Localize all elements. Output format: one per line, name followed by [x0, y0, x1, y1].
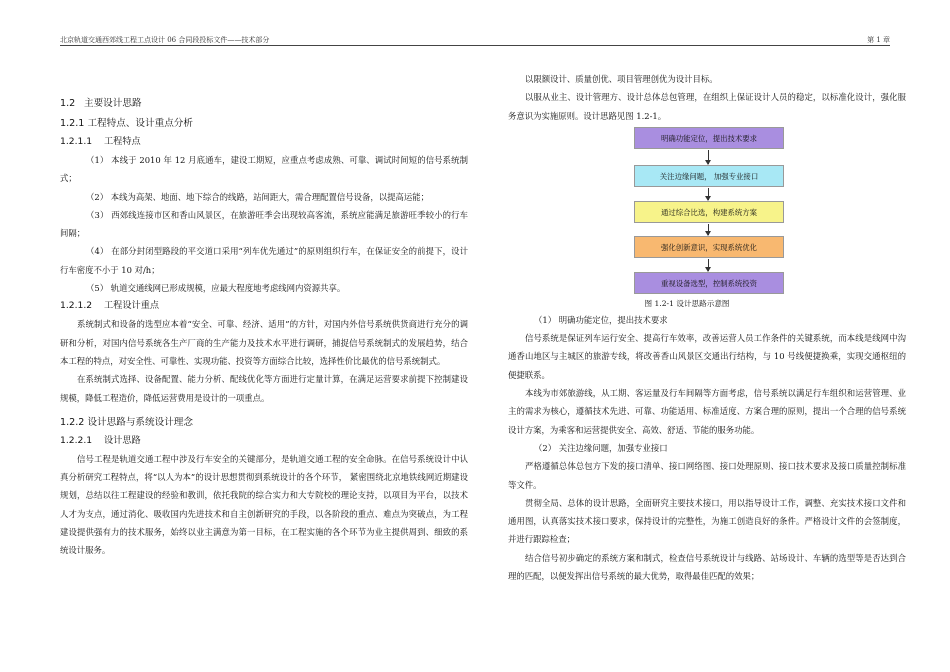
right-column — [508, 70, 906, 585]
heading-1-2-2: 1.2.2 设计思路与系统设计理念 — [60, 416, 193, 428]
paragraph-item-5: （5） 轨道交通线网已形成规模，应最大程度地考虑线网内资源共享。 — [86, 283, 346, 294]
paragraph-signal-system: 信号系统是保证列车运行安全、提高行车效率，改善运营人员工作条件的关键系统，而本线是线网中沟通香山地区与主城区的旅游专线，将改善香山风景区交通出行结构，与 10 号线便捷换乘，实现交通枢纽的便捷联系。 — [508, 333, 906, 380]
flow-box-equipment: 重视设备选型，控制系统投资 — [634, 272, 784, 294]
flow-box-innovation: 强化创新意识，实现系统优化 — [634, 236, 784, 258]
paragraph-item-3: （3） 西郊线连接市区和香山风景区，在旅游旺季会出现较高客流，系统应能满足旅游旺季较小的行车间隔； — [60, 209, 468, 239]
header-document-title: 北京轨道交通西郊线工程工点设计 06 合同段投标文件——技术部分 — [60, 36, 270, 44]
paragraph-design-approach: 信号工程是轨道交通工程中涉及行车安全的关键部分，是轨道交通工程的安全命脉。在信号系统设计中认真分析研究工程特点，将“以人为本”的设计思想贯彻到系统设计的各个环节， 紧密围绕北京地铁线网近期建设规划，总结以往工程建设的经验和教训，依托我院的综合实力和大专院校的理论支持，以项目为平台，以技术人才为支点，通过消化、吸收国内先进技术和自主创新研究的手段，以各阶段的重点、难点为突破点，为工程建设提供强有力的技术服务，始终以业主满意为第一目标，在工程实施的各个环节为业主提供周到、细致的系统设计服务。 — [60, 453, 468, 556]
paragraph-principles: 以服从业主、设计管理方、设计总体总包管理，在组织上保证设计人员的稳定，以标准化设计，强化服务意识为实施原则。设计思路见图 1.2-1。 — [508, 92, 906, 121]
heading-1-2-1-2: 1.2.1.2 工程设计重点 — [60, 300, 160, 312]
heading-1-2-2-1: 1.2.2.1 设计思路 — [60, 434, 141, 446]
header-chapter: 第 1 章 — [867, 36, 890, 44]
flow-box-function-positioning: 明确功能定位，提出技术要求 — [634, 127, 784, 149]
flow-arrow-down-icon — [708, 150, 709, 164]
heading-1-2: 1.2 主要设计思路 — [60, 98, 142, 109]
paragraph-system-selection: 系统制式和设备的选型应本着“安全、可靠、经济、适用”的方针，对国内外信号系统供货商进行充分的调研和分析，对国内信号系统各生产厂商的生产能力及技术水平进行调研，捕捉信号系统制式的发展趋势，结合本工程的特点，对安全性、可靠性、实现功能、投资等方面综合比较，选择性价比最优的信号系统制式。 — [60, 319, 468, 366]
flow-arrow-down-icon — [708, 188, 709, 200]
heading-1-2-1-1: 1.2.1.1 工程特点 — [60, 136, 141, 147]
heading-1-2-1: 1.2.1 工程特点、设计重点分析 — [60, 118, 193, 129]
paragraph-global-design: 贯彻全局、总体的设计思路，全面研究主要技术接口，用以指导设计工作，调整、充实技术接口文件和通用图，认真落实技术接口要求，保持设计的完整性，为施工创造良好的条件。严格设计文件的会签制度，并进行跟踪检查； — [508, 497, 906, 545]
page-header — [60, 34, 890, 46]
paragraph-quantitative-calc: 在系统制式选择、设备配置、能力分析、配线优化等方面进行定量计算，在满足运营要求前提下控制建设规模，降低工程造价，降低运营费用是设计的一项重点。 — [60, 374, 468, 403]
subheading-1: （1） 明确功能定位，提出技术要求 — [534, 314, 668, 325]
paragraph-interface-list: 严格遵循总体总包方下发的接口清单、接口网络图、接口处理原则、接口技术要求及接口质量控制标准等文件。 — [508, 461, 906, 490]
paragraph-item-2: （2） 本线为高架、地面、地下综合的线路，站间距大，需合理配置信号设备，以提高运能； — [86, 191, 429, 202]
paragraph-suburban-line: 本线为市郊旅游线，从工期、客运量及行车间隔等方面考虑，信号系统以满足行车组织和运营管理、业主的需求为核心，遵循技术先进、可靠、功能适用、标准适度、方案合理的原则，提出一个合理的信号系统设计方案，为乘客和运营提供安全、高效、舒适、节能的服务功能。 — [508, 388, 906, 435]
flow-box-system-scheme: 通过综合比选，构建系统方案 — [634, 201, 784, 223]
paragraph-matching: 结合信号初步确定的系统方案和制式，检查信号系统设计与线路、站场设计、车辆的选型等是否达到合理的匹配，以便发挥出信号系统的最大优势，取得最佳匹配的效果； — [508, 552, 906, 582]
flow-box-interface: 关注边缘问题， 加强专业接口 — [634, 165, 784, 187]
figure-caption: 图 1.2-1 设计思路示意图 — [644, 298, 730, 308]
paragraph-item-4: （4） 在部分封闭型路段的平交道口采用“列车优先通过”的原则组织行车，在保证安全的前提下，设计行车密度不小于 10 对/h； — [60, 246, 468, 275]
subheading-2: （2） 关注边缘问题，加强专业接口 — [534, 442, 668, 453]
paragraph-item-1: （1） 本线于 2010 年 12 月底通车，建设工期短，应重点考虑成熟、可靠、调试时间短的信号系统制式； — [60, 155, 468, 184]
flow-arrow-down-icon — [708, 259, 709, 271]
flow-arrow-down-icon — [708, 224, 709, 235]
design-flow-diagram — [634, 125, 784, 297]
paragraph-design-goal: 以限额设计、质量创优、项目管理创优为设计目标。 — [525, 74, 718, 84]
left-column — [60, 70, 468, 560]
